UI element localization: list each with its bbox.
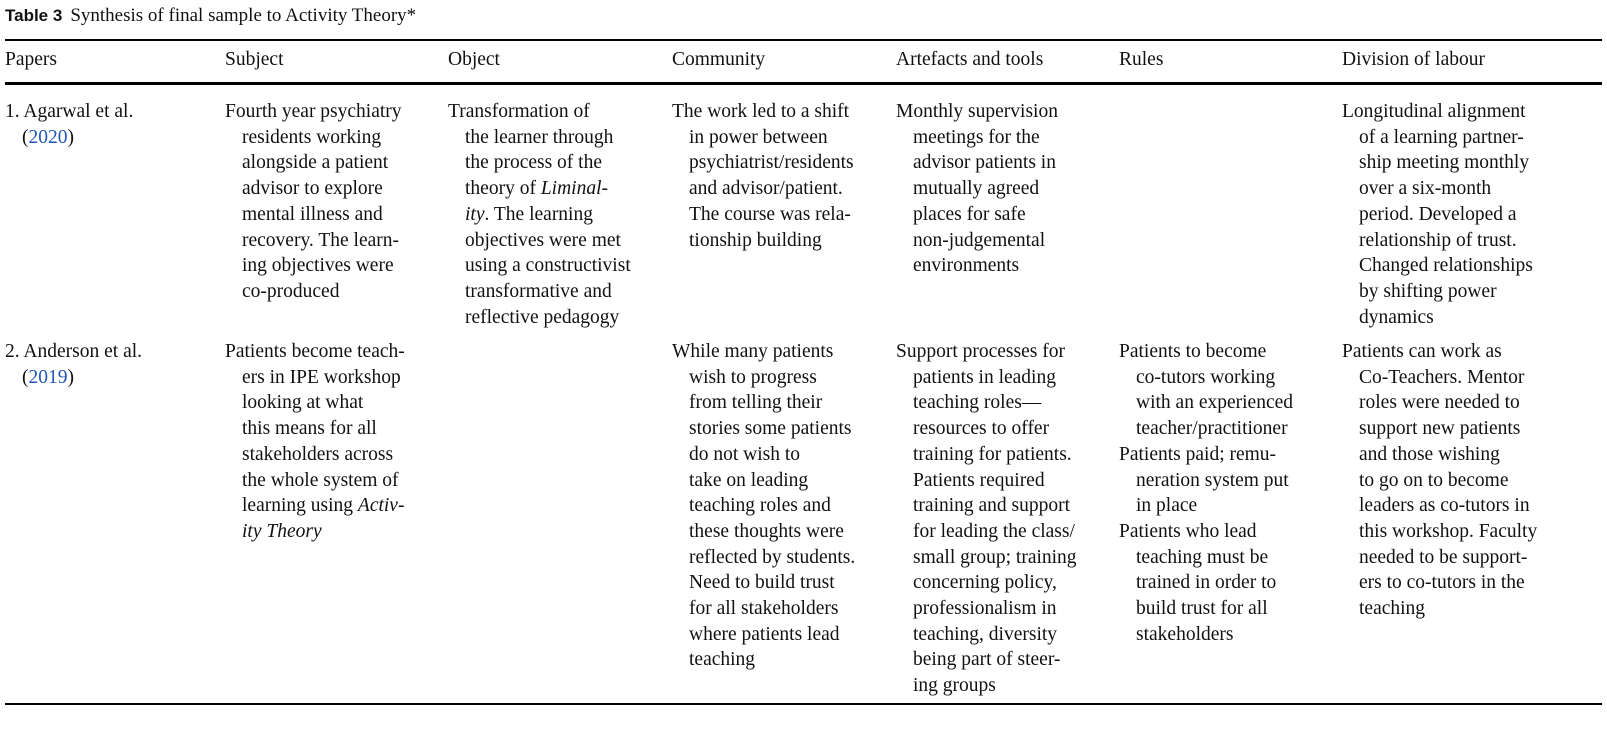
row1-community — [672, 99, 854, 253]
cell-line: for all stakeholders — [689, 598, 839, 620]
cell-line: support new patients — [1359, 418, 1521, 440]
cell-line: for leading the class/ — [913, 520, 1075, 542]
cell-line: professionalism in — [913, 598, 1057, 620]
rule-entry-line: with an experienced — [1136, 392, 1294, 414]
rule-entry-line: teacher/practitioner — [1136, 418, 1288, 440]
header-subject: Subject — [225, 49, 284, 70]
cell-line: Patients can work as — [1342, 341, 1502, 362]
cell-line: mental illness and — [242, 203, 383, 225]
cell-line: teaching — [1359, 598, 1426, 620]
cell-line: advisor to explore — [242, 178, 383, 200]
cell-line: leaders as co-tutors in — [1359, 495, 1530, 517]
cell-line: to go on to become — [1359, 469, 1509, 491]
cell-line: co-produced — [242, 280, 340, 302]
paper-citation: (2020) — [22, 126, 74, 148]
cell-line: ing groups — [913, 675, 996, 697]
cell-line: and advisor/patient. — [689, 178, 843, 200]
cell-line: stories some patients — [689, 418, 852, 440]
header-rule — [5, 82, 1602, 85]
cell-line: concerning policy, — [913, 572, 1057, 594]
rule-entry-line: co-tutors working — [1136, 366, 1276, 388]
cell-line: Patients required — [913, 469, 1045, 491]
cell-line: relationship of trust. — [1359, 229, 1517, 251]
cell-line: training for patients. — [913, 443, 1072, 465]
cell-line: resources to offer — [913, 418, 1050, 440]
cell-line: teaching — [689, 649, 756, 671]
row1-paper — [5, 99, 133, 150]
cell-line: from telling their — [689, 392, 823, 414]
top-rule — [5, 39, 1602, 41]
row1-object: Transformation of the learner through the process of the theory of Liminal- ity. The learning objectives were met using a constructivist transformative and reflective pedagogy — [448, 101, 631, 328]
rule-entry-line: trained in order to — [1136, 572, 1277, 594]
rule-entry-line: build trust for all — [1136, 598, 1268, 620]
row1-subject — [225, 99, 402, 305]
cell-line: non-judgemental — [913, 229, 1046, 251]
cell-line: advisor patients in — [913, 152, 1056, 174]
rule-entry-line: Patients who lead — [1119, 520, 1257, 542]
cell-line: The work led to a shift — [672, 101, 850, 122]
cell-line: and those wishing — [1359, 443, 1500, 465]
cell-line: of a learning partner- — [1359, 126, 1524, 148]
cell-line: alongside a patient — [242, 152, 389, 174]
cell-line: take on leading — [689, 469, 809, 491]
citation-link[interactable]: 2019 — [28, 366, 68, 388]
header-division: Division of labour — [1342, 49, 1485, 70]
cell-line: environments — [913, 255, 1020, 277]
row2-community — [672, 339, 855, 673]
row1-division — [1342, 99, 1533, 330]
header-papers: Papers — [5, 49, 57, 70]
cell-line: reflected by students. — [689, 546, 856, 568]
table-label: Table 3 — [5, 6, 63, 25]
bottom-rule — [5, 703, 1602, 705]
cell-line: by shifting power — [1359, 280, 1497, 302]
cell-line: teaching roles and — [689, 495, 831, 517]
cell-line: residents working — [242, 126, 382, 148]
row1-artefacts — [896, 99, 1058, 279]
paper-name: 2. Anderson et al. — [5, 341, 143, 362]
cell-line: roles were needed to — [1359, 392, 1520, 414]
cell-line: The course was rela- — [689, 203, 851, 225]
cell-line: ers to co-tutors in the — [1359, 572, 1525, 594]
row2-rules — [1119, 339, 1293, 647]
cell-line: training and support — [913, 495, 1071, 517]
cell-line: being part of steer- — [913, 649, 1061, 671]
cell-line: Support processes for — [896, 341, 1065, 362]
cell-line: tionship building — [689, 229, 822, 251]
cell-line: teaching, diversity — [913, 623, 1058, 645]
cell-line: where patients lead — [689, 623, 840, 645]
cell-line: mutually agreed — [913, 178, 1040, 200]
cell-line: recovery. The learn- — [242, 229, 399, 251]
header-community: Community — [672, 49, 766, 70]
cell-line: this workshop. Faculty — [1359, 520, 1538, 542]
cell-line: psychiatrist/residents — [689, 152, 854, 174]
cell-line: Monthly supervision — [896, 101, 1058, 122]
cell-line: While many patients — [672, 341, 834, 362]
cell-line: Need to build trust — [689, 572, 835, 594]
paper-citation: (2019) — [22, 366, 74, 388]
cell-line: places for safe — [913, 203, 1026, 225]
rule-entry-line: stakeholders — [1136, 623, 1234, 645]
rule-entry-line: Patients to become — [1119, 341, 1267, 362]
citation-link[interactable]: 2020 — [28, 126, 68, 148]
table-caption — [5, 4, 416, 28]
cell-line: small group; training — [913, 546, 1077, 568]
header-artefacts: Artefacts and tools — [896, 49, 1044, 70]
rule-entry-line: teaching must be — [1136, 546, 1269, 568]
header-object: Object — [448, 49, 500, 70]
cell-line: Longitudinal alignment — [1342, 101, 1526, 122]
cell-line: meetings for the — [913, 126, 1040, 148]
rule-entry-line: neration system put — [1136, 469, 1289, 491]
paper-name: 1. Agarwal et al. — [5, 101, 134, 122]
table-title: Synthesis of final sample to Activity Theory* — [70, 5, 417, 26]
cell-line: period. Developed a — [1359, 203, 1517, 225]
cell-line: teaching roles— — [913, 392, 1042, 414]
cell-line: Fourth year psychiatry — [225, 101, 402, 122]
cell-line: ing objectives were — [242, 255, 394, 277]
cell-line: in power between — [689, 126, 828, 148]
cell-line: dynamics — [1359, 306, 1434, 328]
cell-line: Co-Teachers. Mentor — [1359, 366, 1525, 388]
rule-entry-line: Patients paid; remu- — [1119, 443, 1277, 465]
header-rules: Rules — [1119, 49, 1164, 70]
cell-line: ship meeting monthly — [1359, 152, 1530, 174]
cell-line: needed to be support- — [1359, 546, 1528, 568]
cell-line: Changed relationships — [1359, 255, 1533, 277]
cell-line: these thoughts were — [689, 520, 844, 542]
row2-artefacts — [896, 339, 1077, 699]
rule-entry-line: in place — [1136, 495, 1198, 517]
cell-line: patients in leading — [913, 366, 1056, 388]
cell-line: wish to progress — [689, 366, 817, 388]
row2-paper — [5, 339, 142, 390]
row2-subject: Patients become teach- ers in IPE workshop looking at what this means for all stakeholders across the whole system of learning using Activ- ity Theory — [225, 341, 405, 542]
cell-line: do not wish to — [689, 443, 801, 465]
row2-division — [1342, 339, 1537, 622]
cell-line: over a six-month — [1359, 178, 1492, 200]
